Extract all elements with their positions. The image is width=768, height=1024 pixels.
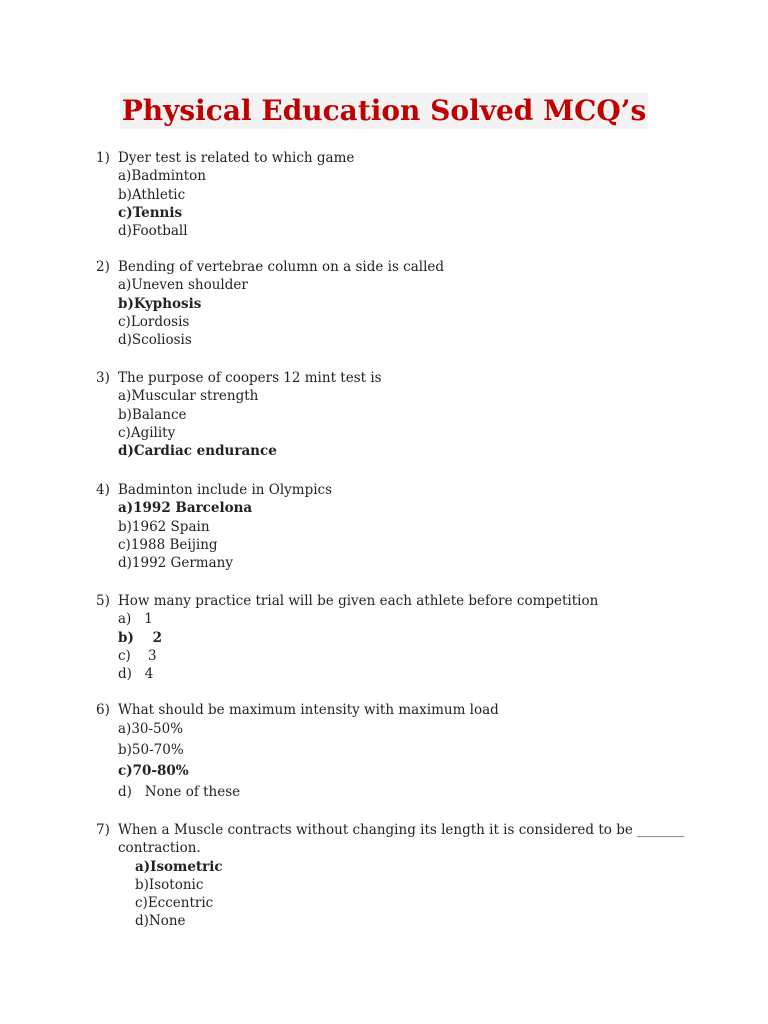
option-b-answer: b) 2 (118, 629, 163, 646)
option-c: c)Eccentric (135, 895, 214, 912)
question-text: When a Muscle contracts without changing its length it is considered to be _______ (118, 822, 685, 838)
question-text: What should be maximum intensity with maximum load (118, 702, 499, 718)
question-number: 7) (96, 822, 110, 838)
option-c: c)Lordosis (118, 313, 190, 330)
question-text: Bending of vertebrae column on a side is called (118, 259, 445, 275)
question-1 (96, 149, 354, 240)
question-text: Badminton include in Olympics (118, 482, 333, 498)
option-c: c) 3 (118, 647, 157, 664)
option-c: c)Agility (118, 424, 176, 441)
option-d: d)Scoliosis (118, 332, 192, 349)
option-b: b)50-70% (118, 742, 184, 759)
question-number: 3) (96, 370, 110, 386)
question-5 (96, 592, 598, 683)
question-number: 6) (96, 702, 110, 718)
question-number: 2) (96, 259, 110, 275)
option-d-answer: d)Cardiac endurance (118, 443, 277, 460)
option-a: a)Muscular strength (118, 388, 259, 405)
option-b: b)Athletic (118, 186, 186, 203)
page-title: Physical Education Solved MCQ’s (121, 94, 647, 127)
option-b: b)Isotonic (135, 876, 204, 893)
option-b: b)1962 Spain (118, 518, 210, 535)
option-c-answer: c)Tennis (118, 204, 183, 221)
question-number: 4) (96, 482, 110, 498)
question-text: Dyer test is related to which game (118, 150, 355, 166)
question-4 (96, 481, 332, 572)
option-c-answer: c)70-80% (118, 762, 189, 779)
question-6 (96, 701, 499, 802)
option-a: a) 1 (118, 611, 153, 628)
question-7 (96, 821, 684, 931)
option-b: b)Balance (118, 406, 187, 423)
question-number: 5) (96, 593, 110, 609)
question-2 (96, 258, 444, 349)
option-b-answer: b)Kyphosis (118, 295, 202, 312)
option-a: a)30-50% (118, 721, 184, 738)
question-text: The purpose of coopers 12 mint test is (118, 370, 382, 386)
title-wrap (0, 93, 768, 129)
option-a: a)Uneven shoulder (118, 277, 248, 294)
option-a-answer: a)Isometric (135, 858, 223, 875)
option-d: d)1992 Germany (118, 555, 233, 572)
option-d: d) None of these (118, 783, 241, 800)
question-3 (96, 369, 382, 460)
option-d: d)Football (118, 223, 188, 240)
question-text-continued: contraction. (118, 840, 201, 857)
question-number: 1) (96, 150, 110, 166)
question-text: How many practice trial will be given each athlete before competition (118, 593, 599, 609)
option-a: a)Badminton (118, 168, 206, 185)
option-a-answer: a)1992 Barcelona (118, 500, 253, 517)
option-c: c)1988 Beijing (118, 536, 218, 553)
option-d: d)None (135, 913, 186, 930)
option-d: d) 4 (118, 666, 154, 683)
